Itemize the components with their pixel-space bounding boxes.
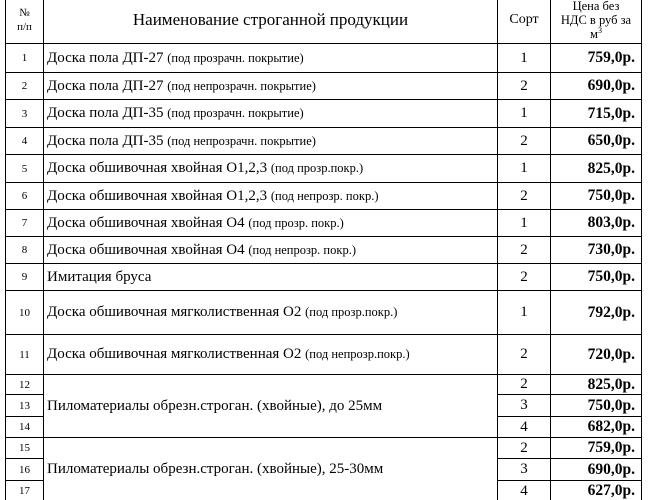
table-row: [6, 291, 642, 335]
price-cell: 750,0р.: [551, 395, 642, 417]
product-name: Доска обшивочная хвойная О4: [47, 214, 249, 231]
table-body: [6, 44, 642, 500]
table-row: [6, 73, 642, 100]
product-name-cell: [44, 335, 498, 375]
row-number: 14: [6, 417, 44, 438]
row-number: 7: [6, 210, 44, 237]
product-name-cell: [44, 73, 498, 100]
grade-cell: 2: [498, 438, 551, 459]
table-row: [6, 155, 642, 183]
product-note: (под прозр.покр.): [270, 161, 364, 175]
row-number: 16: [6, 459, 44, 481]
grade-cell: 1: [498, 100, 551, 128]
price-cell: 750,0р.: [551, 264, 642, 291]
row-number: 1: [6, 44, 44, 73]
price-cell: 690,0р.: [551, 459, 642, 481]
price-table: [5, 0, 642, 500]
grade-cell: 2: [498, 335, 551, 375]
product-name: Доска обшивочная хвойная О1,2,3: [47, 187, 271, 204]
table-row: [6, 128, 642, 155]
product-name: Имитация бруса: [47, 268, 152, 285]
table-row: [6, 375, 642, 395]
row-number: 17: [6, 481, 44, 500]
product-name: Доска пола ДП-27: [47, 49, 168, 66]
grade-cell: 2: [498, 73, 551, 100]
grade-cell: 2: [498, 237, 551, 264]
price-cell: 682,0р.: [551, 417, 642, 438]
product-name: Доска пола ДП-35: [47, 132, 168, 149]
price-cell: 825,0р.: [551, 375, 642, 395]
grade-cell: 2: [498, 375, 551, 395]
product-note: (под прозрачн. покрытие): [167, 50, 304, 65]
product-name: Доска пола ДП-27: [47, 77, 168, 94]
price-cell: 650,0р.: [551, 128, 642, 155]
header-grade: Сорт: [498, 0, 551, 44]
grade-cell: 4: [498, 417, 551, 438]
header-price: [551, 0, 642, 44]
product-name-cell: [44, 44, 498, 73]
header-row: [6, 0, 642, 44]
row-number: 13: [6, 395, 44, 417]
table-row: [6, 335, 642, 375]
grade-cell: 1: [498, 210, 551, 237]
price-cell: 803,0р.: [551, 210, 642, 237]
price-cell: 690,0р.: [551, 73, 642, 100]
product-name-cell: [44, 128, 498, 155]
row-number: 8: [6, 237, 44, 264]
table-row: [6, 210, 642, 237]
table-row: [6, 237, 642, 264]
product-name: Доска пола ДП-35: [47, 105, 168, 121]
grade-cell: 1: [498, 291, 551, 335]
group-product-name: Пиломатериалы обрезн.строган. (хвойные), до 25мм: [44, 375, 498, 438]
product-note: (под непрозрачн. покрытие): [167, 133, 316, 148]
product-note: (под прозр.покр.): [305, 305, 398, 319]
product-note: (под непрозр. покр.): [248, 242, 356, 257]
product-note: (под непрозр. покр.): [270, 188, 379, 203]
price-cell: 825,0р.: [551, 155, 642, 183]
row-number: 12: [6, 375, 44, 395]
header-price-line3: м: [590, 27, 598, 41]
price-cell: 730,0р.: [551, 237, 642, 264]
grade-cell: 3: [498, 395, 551, 417]
row-number: 5: [6, 155, 44, 183]
row-number: 15: [6, 438, 44, 459]
row-number: 6: [6, 183, 44, 210]
grade-cell: 2: [498, 128, 551, 155]
product-name: Доска обшивочная хвойная О1,2,3: [47, 160, 271, 176]
product-name-cell: [44, 291, 498, 335]
grade-cell: 3: [498, 459, 551, 481]
product-name-cell: [44, 237, 498, 264]
price-cell: 750,0р.: [551, 183, 642, 210]
header-number-abbrev: п/п: [17, 21, 32, 33]
table-row: [6, 100, 642, 128]
group-product-name: Пиломатериалы обрезн.строган. (хвойные), 25-30мм: [44, 438, 498, 500]
row-number: 2: [6, 73, 44, 100]
row-number: 3: [6, 100, 44, 128]
product-note: (под непрозр.покр.): [305, 347, 410, 361]
table-row: [6, 438, 642, 459]
price-cell: 759,0р.: [551, 438, 642, 459]
grade-cell: 2: [498, 264, 551, 291]
header-price-line2: НДС в руб за: [560, 13, 632, 27]
product-name-cell: [44, 183, 498, 210]
price-cell: 759,0р.: [551, 44, 642, 73]
header-product-name: Наименование строганной продукции: [44, 0, 498, 44]
row-number: 9: [6, 264, 44, 291]
row-number: 11: [6, 335, 44, 375]
row-number: 4: [6, 128, 44, 155]
price-cell: 792,0р.: [551, 291, 642, 335]
header-number: [6, 0, 44, 44]
price-cell: 627,0р.: [551, 481, 642, 500]
table-row: [6, 183, 642, 210]
product-name: Доска обшивочная хвойная О4: [47, 241, 249, 258]
product-name: Доска обшивочная мягколиственная О2: [47, 304, 306, 320]
grade-cell: 2: [498, 183, 551, 210]
table-row: [6, 44, 642, 73]
table-row: [6, 264, 642, 291]
grade-cell: 4: [498, 481, 551, 500]
header-number-symbol: №: [19, 7, 30, 19]
header-price-line1: Цена без: [572, 0, 620, 13]
header-price-superscript: 3: [597, 25, 602, 35]
product-name-cell: [44, 100, 498, 128]
row-number: 10: [6, 291, 44, 335]
grade-cell: 1: [498, 155, 551, 183]
product-note: (под непрозрачн. покрытие): [167, 78, 316, 93]
price-cell: 715,0р.: [551, 100, 642, 128]
grade-cell: 1: [498, 44, 551, 73]
product-name-cell: [44, 155, 498, 183]
price-cell: 720,0р.: [551, 335, 642, 375]
product-note: (под прозрачн. покрытие): [167, 106, 304, 120]
product-name-cell: [44, 210, 498, 237]
product-name: Доска обшивочная мягколиственная О2: [47, 346, 306, 362]
product-note: (под прозр. покр.): [248, 215, 344, 230]
product-name-cell: [44, 264, 498, 291]
